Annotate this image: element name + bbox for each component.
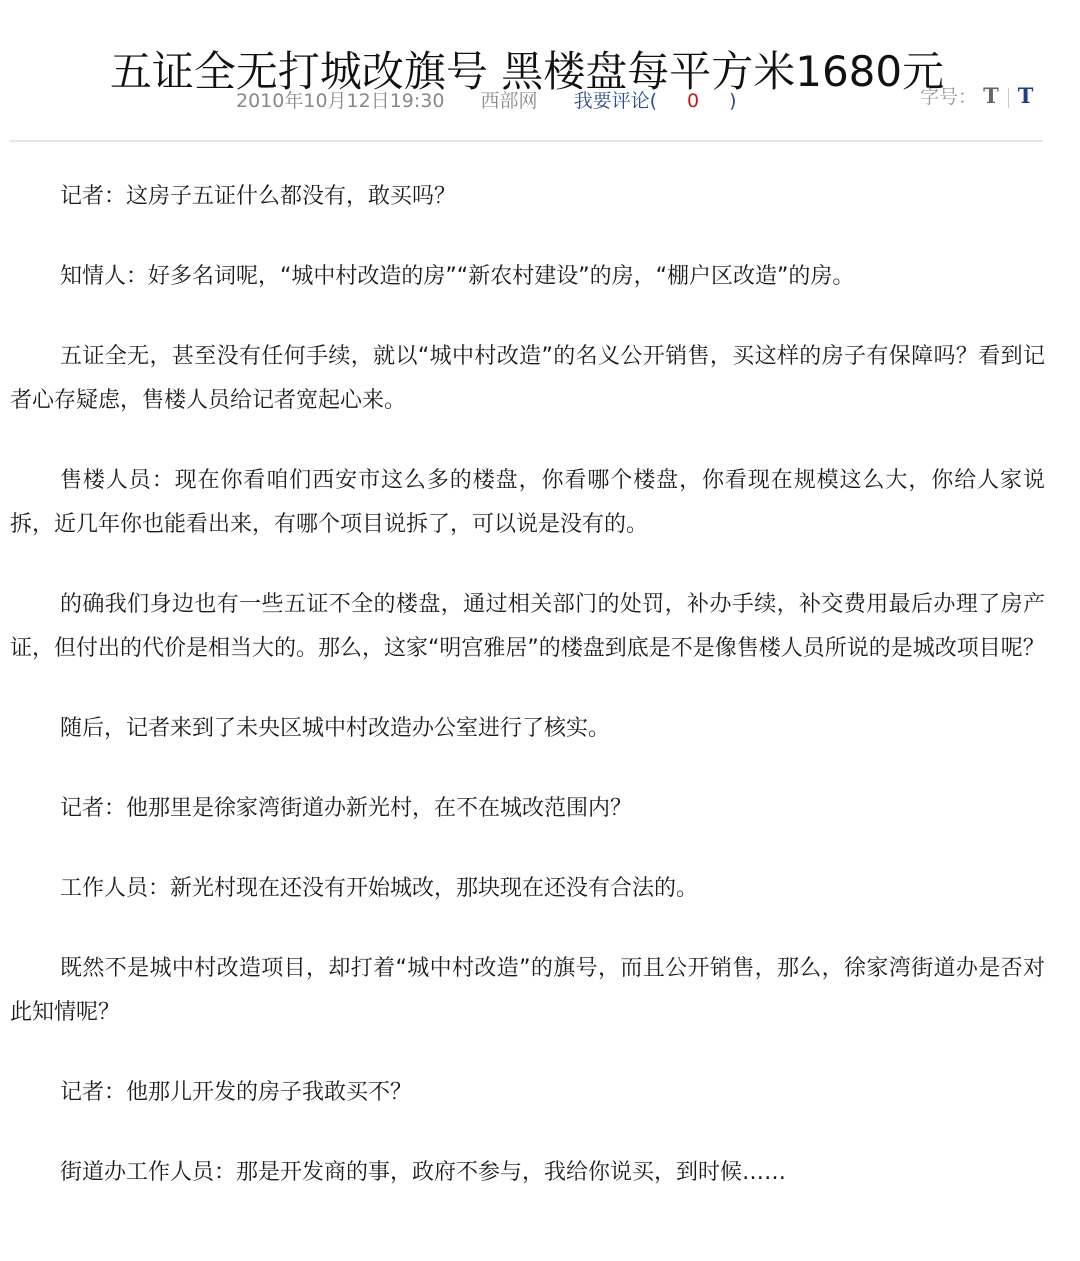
article-body	[10, 175, 1045, 1231]
paragraph: 售楼人员：现在你看咱们西安市这么多的楼盘，你看哪个楼盘，你看现在规模这么大，你给人家说拆，近几年你也能看出来，有哪个项目说拆了，可以说是没有的。	[10, 468, 1045, 537]
comment-count: 0	[687, 90, 700, 112]
comment-link[interactable]	[574, 90, 767, 112]
article-meta	[236, 86, 767, 113]
font-size-control	[920, 82, 1033, 109]
font-size-separator	[1008, 88, 1009, 108]
paragraph: 工作人员：新光村现在还没有开始城改，那块现在还没有合法的。	[60, 876, 699, 901]
paragraph: 的确我们身边也有一些五证不全的楼盘，通过相关部门的处罚，补办手续，补交费用最后办理了房产证，但付出的代价是相当大的。那么，这家“明宫雅居”的楼盘到底是不是像售楼人员所说的是城改项目呢？	[10, 592, 1045, 661]
comment-close-paren: )	[729, 90, 737, 112]
paragraph: 记者：他那里是徐家湾街道办新光村，在不在城改范围内？	[60, 796, 633, 821]
source-name: 西部网	[480, 90, 538, 112]
font-size-label: 字号：	[920, 86, 978, 108]
comment-link-label: 我要评论	[573, 90, 650, 112]
paragraph: 既然不是城中村改造项目，却打着“城中村改造”的旗号，而且公开销售，那么，徐家湾街道办是否对此知情呢？	[10, 956, 1045, 1025]
font-size-small-button[interactable]: T	[983, 83, 999, 108]
paragraph: 五证全无，甚至没有任何手续，就以“城中村改造”的名义公开销售，买这样的房子有保障吗？看到记者心存疑虑，售楼人员给记者宽起心来。	[10, 344, 1045, 413]
paragraph: 记者：这房子五证什么都没有，敢买吗？	[60, 184, 457, 209]
paragraph: 街道办工作人员：那是开发商的事，政府不参与，我给你说买，到时候……	[60, 1160, 787, 1185]
paragraph: 随后，记者来到了未央区城中村改造办公室进行了核实。	[60, 716, 611, 741]
font-size-large-button[interactable]: T	[1017, 83, 1034, 108]
header-divider	[10, 140, 1043, 142]
article-title: 五证全无打城改旗号 黑楼盘每平方米1680元	[109, 47, 945, 97]
paragraph: 知情人：好多名词呢，“城中村改造的房”“新农村建设”的房，“棚户区改造”的房。	[60, 264, 855, 289]
publish-datetime: 2010年10月12日19:30	[236, 90, 445, 112]
paragraph: 记者：他那儿开发的房子我敢买不？	[60, 1080, 413, 1105]
comment-open-paren: (	[649, 90, 658, 112]
